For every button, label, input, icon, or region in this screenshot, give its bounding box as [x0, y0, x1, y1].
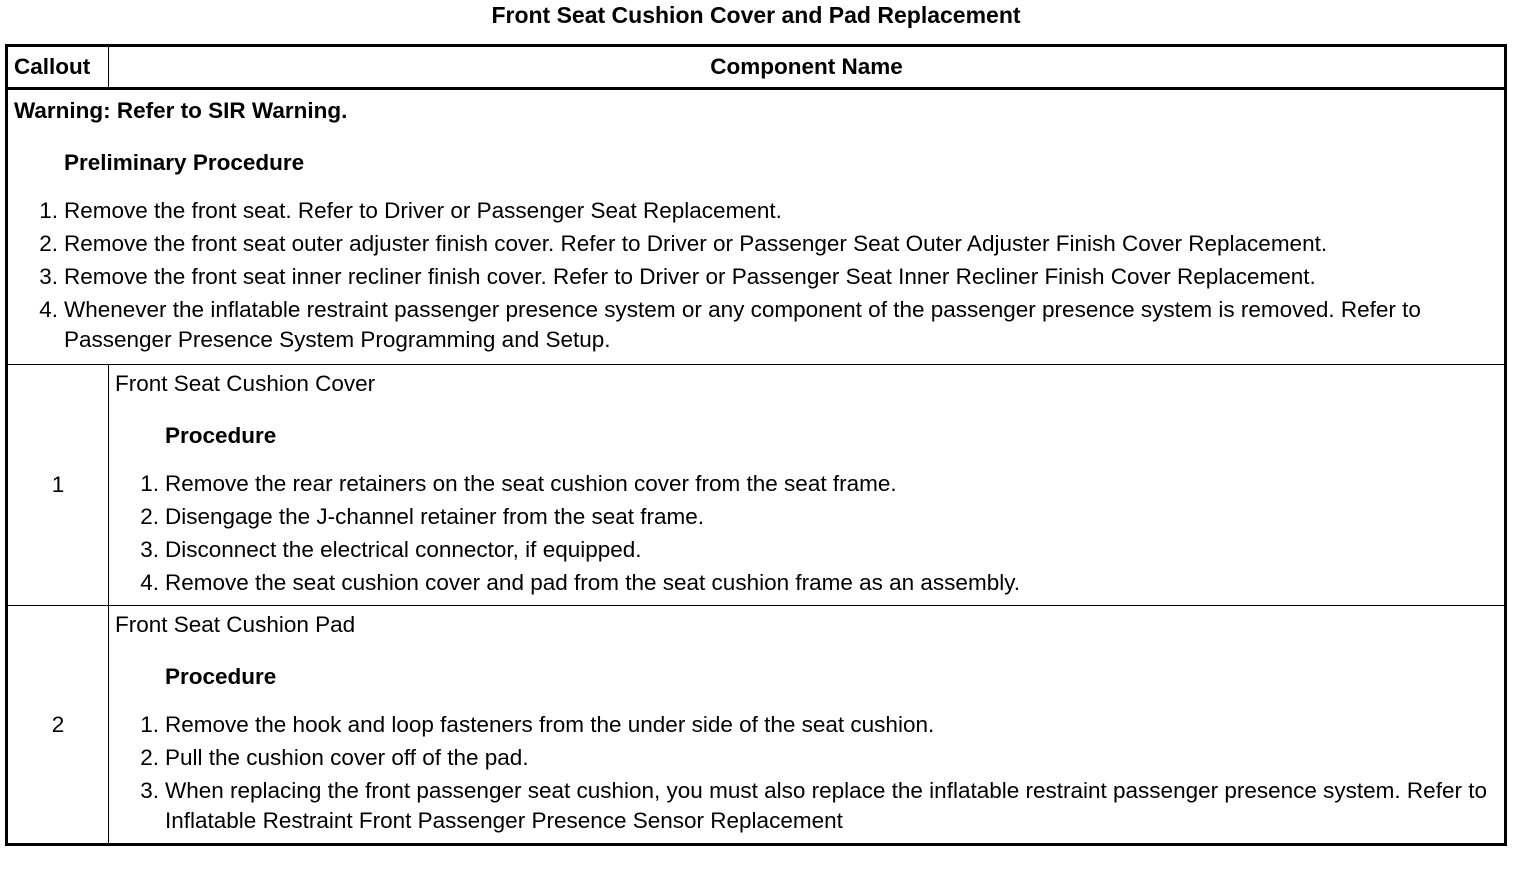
- step-text: Remove the seat cushion cover and pad from the seat cushion frame as an assembly.: [165, 570, 1021, 595]
- list-item: [14, 262, 1498, 292]
- step-number: 3.: [140, 778, 159, 803]
- step-text: Remove the hook and loop fasteners from the under side of the seat cushion.: [165, 712, 935, 737]
- step-text: Pull the cushion cover off of the pad.: [165, 745, 529, 770]
- document-title: Front Seat Cushion Cover and Pad Replacement: [491, 2, 1021, 28]
- component-name-column-header: Component Name: [109, 46, 1506, 89]
- table-row: [7, 365, 1506, 606]
- table-header-row: [7, 46, 1506, 89]
- step-number: 1.: [39, 198, 58, 223]
- step-number: 4.: [39, 297, 58, 322]
- procedure-heading: Procedure: [165, 664, 277, 689]
- step-text: Disconnect the electrical connector, if equipped.: [165, 537, 642, 562]
- step-number: 2.: [140, 504, 159, 529]
- preliminary-heading: Preliminary Procedure: [64, 150, 305, 175]
- list-item: [115, 743, 1498, 773]
- step-text: When replacing the front passenger seat cushion, you must also replace the inflatable restraint passenger presence system. Refer to Inflatable Restraint Front Passenger Presence Sensor Replacement: [165, 778, 1487, 833]
- step-text: Remove the rear retainers on the seat cushion cover from the seat frame.: [165, 471, 897, 496]
- sir-warning: Warning: Refer to SIR Warning.: [14, 98, 348, 123]
- list-item: [115, 535, 1498, 565]
- list-item: [14, 196, 1498, 226]
- step-text: Whenever the inflatable restraint passenger presence system or any component of the passenger presence system is removed. Refer to Passenger Presence System Programming and Setup.: [64, 297, 1421, 352]
- preliminary-steps: [14, 196, 1498, 355]
- component-cell: [109, 606, 1506, 845]
- callout-cell: 2: [7, 606, 109, 845]
- step-text: Remove the front seat outer adjuster finish cover. Refer to Driver or Passenger Seat Outer Adjuster Finish Cover Replacement.: [64, 231, 1328, 256]
- callout-cell: 1: [7, 365, 109, 606]
- step-number: 2.: [140, 745, 159, 770]
- list-item: [115, 502, 1498, 532]
- step-number: 1.: [140, 712, 159, 737]
- component-name: Front Seat Cushion Cover: [115, 371, 376, 396]
- step-number: 3.: [39, 264, 58, 289]
- component-name: Front Seat Cushion Pad: [115, 612, 356, 637]
- callout-column-header: Callout: [7, 46, 109, 89]
- step-number: 4.: [140, 570, 159, 595]
- step-text: Disengage the J-channel retainer from the seat frame.: [165, 504, 705, 529]
- step-text: Remove the front seat. Refer to Driver or Passenger Seat Replacement.: [64, 198, 782, 223]
- list-item: [115, 710, 1498, 740]
- table-row: [7, 606, 1506, 845]
- step-text: Remove the front seat inner recliner finish cover. Refer to Driver or Passenger Seat Inner Recliner Finish Cover Replacement.: [64, 264, 1316, 289]
- list-item: [14, 295, 1498, 355]
- list-item: [115, 568, 1498, 598]
- component-table: [5, 44, 1507, 846]
- step-number: 2.: [39, 231, 58, 256]
- procedure-steps: [115, 710, 1498, 836]
- step-number: 1.: [140, 471, 159, 496]
- list-item: [115, 776, 1498, 836]
- list-item: [115, 469, 1498, 499]
- procedure-steps: [115, 469, 1498, 598]
- preliminary-row: [7, 89, 1506, 365]
- step-number: 3.: [140, 537, 159, 562]
- procedure-heading: Procedure: [165, 423, 277, 448]
- list-item: [14, 229, 1498, 259]
- component-cell: [109, 365, 1506, 606]
- preliminary-cell: [7, 89, 1506, 365]
